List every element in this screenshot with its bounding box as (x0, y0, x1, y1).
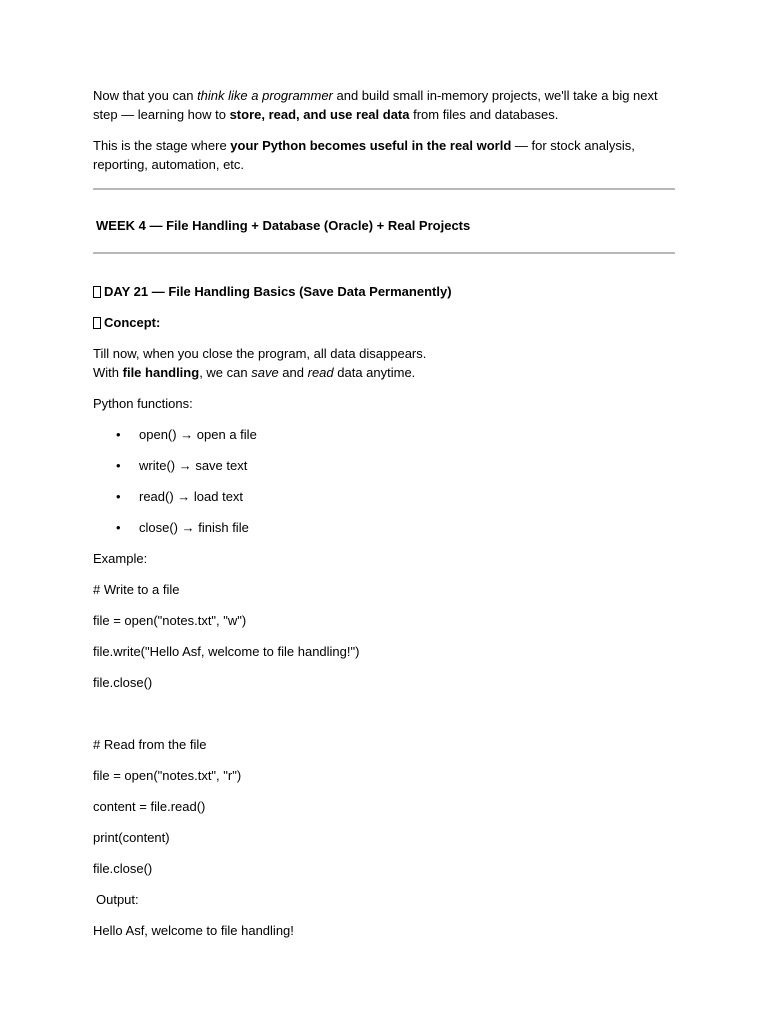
concept-line-1: Till now, when you close the program, all data disappears. (93, 346, 427, 361)
list-item (93, 425, 675, 444)
concept-bold-text: file handling (122, 365, 200, 380)
blank-line (93, 704, 675, 735)
intro-text: This is the stage where (93, 138, 231, 153)
concept-text: With (93, 365, 123, 380)
list-item-text: close() → finish file (139, 520, 249, 535)
code-line: file.close() (93, 861, 153, 876)
document-page (93, 86, 675, 952)
code-line: # Write to a file (93, 582, 180, 597)
code-line: content = file.read() (93, 799, 206, 814)
list-item-text: open() → open a file (139, 427, 257, 442)
bullet-icon: • (116, 427, 121, 442)
missing-glyph-box-icon (93, 286, 101, 298)
intro-text: from files and databases. (409, 107, 559, 122)
day-heading (93, 282, 675, 301)
intro-bold-text: store, read, and use real data (229, 107, 410, 122)
code-line: print(content) (93, 830, 170, 845)
day-heading-text: DAY 21 — File Handling Basics (Save Data Permanently) (104, 284, 452, 299)
concept-text: , we can (199, 365, 252, 380)
missing-glyph-box-icon (93, 317, 101, 329)
week-heading: WEEK 4 — File Handling + Database (Oracle) + Real Projects (96, 218, 471, 233)
intro-text: and build small in-memory projects, we'll take a big next step — learning how to (93, 88, 658, 122)
concept-italic-text: read (307, 365, 334, 380)
horizontal-rule-bottom (93, 252, 675, 254)
concept-heading (93, 313, 675, 332)
list-item (93, 518, 675, 537)
intro-paragraph-2 (93, 136, 675, 174)
concept-paragraph (93, 344, 675, 382)
functions-label: Python functions: (93, 396, 193, 411)
bullet-icon: • (116, 520, 121, 535)
code-line: file.write("Hello Asf, welcome to file handling!") (93, 644, 360, 659)
concept-heading-text: Concept: (104, 315, 161, 330)
output-label: Output: (96, 892, 139, 907)
bullet-icon: • (116, 458, 121, 473)
code-line: # Read from the file (93, 737, 207, 752)
list-item-text: write() → save text (139, 458, 248, 473)
code-line: file = open("notes.txt", "w") (93, 613, 247, 628)
concept-text: data anytime. (333, 365, 416, 380)
concept-text: and (278, 365, 308, 380)
list-item (93, 456, 675, 475)
intro-italic-text: think like a programmer (197, 88, 333, 103)
bullet-icon: • (116, 489, 121, 504)
code-line: file.close() (93, 675, 153, 690)
code-line: file = open("notes.txt", "r") (93, 768, 242, 783)
list-item (93, 487, 675, 506)
intro-text: — for stock analysis, reporting, automation, etc. (93, 138, 635, 172)
list-item-text: read() → load text (139, 489, 244, 504)
intro-text: Now that you can (93, 88, 198, 103)
functions-list (93, 425, 675, 537)
example-label: Example: (93, 551, 148, 566)
concept-italic-text: save (251, 365, 279, 380)
intro-bold-text: your Python becomes useful in the real world (230, 138, 512, 153)
intro-paragraph-1 (93, 86, 675, 124)
output-text: Hello Asf, welcome to file handling! (93, 923, 294, 938)
